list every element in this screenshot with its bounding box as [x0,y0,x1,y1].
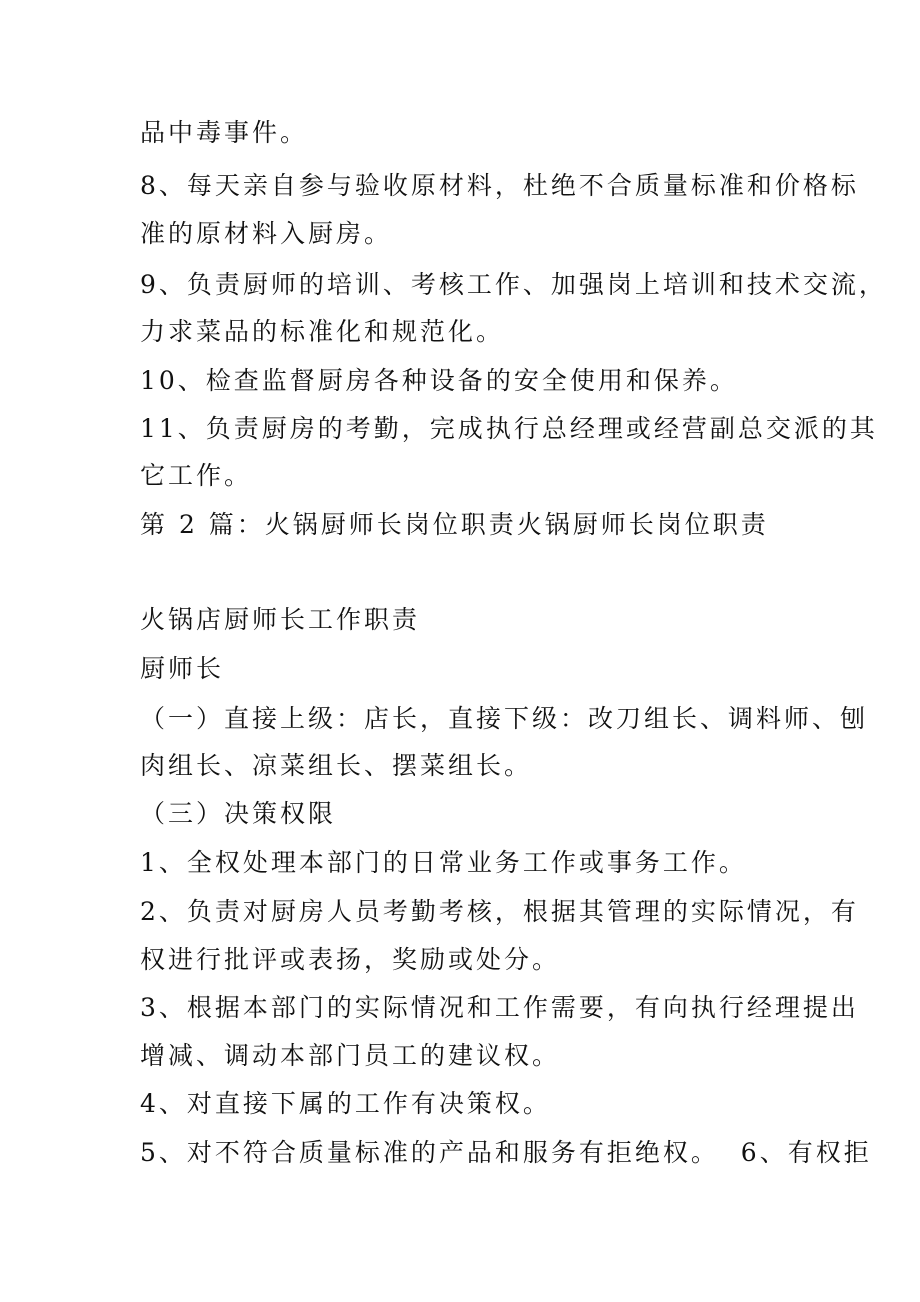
text-line: 5、对不符合质量标准的产品和服务有拒绝权。 6、有权拒 [140,1138,872,1167]
text-line: 肉组长、凉菜组长、摆菜组长。 [140,751,533,780]
text-line: （一）直接上级：店长，直接下级：改刀组长、调料师、刨 [140,704,869,733]
text-line: 品中毒事件。 [140,118,309,147]
text-line: 准的原材料入厨房。 [140,219,393,248]
section-heading: 第 2 篇：火锅厨师长岗位职责火锅厨师长岗位职责 [140,510,769,539]
text-line: （三）决策权限 [140,799,337,828]
text-line: 4、对直接下属的工作有决策权。 [140,1089,551,1118]
text-line: 火锅店厨师长工作职责 [140,605,421,634]
text-line: 11、负责厨房的考勤，完成执行总经理或经营副总交派的其 [140,414,878,443]
text-line: 9、负责厨师的培训、考核工作、加强岗上培训和技术交流， [140,270,887,299]
text-line: 8、每天亲自参与验收原材料，杜绝不合质量标准和价格标 [140,171,859,200]
text-line: 1、全权处理本部门的日常业务工作或事务工作。 [140,848,747,877]
text-line: 增减、调动本部门员工的建议权。 [140,1041,561,1070]
text-line: 权进行批评或表扬，奖励或处分。 [140,945,561,974]
text-line: 10、检查监督厨房各种设备的安全使用和保养。 [140,366,738,395]
text-line: 3、根据本部门的实际情况和工作需要，有向执行经理提出 [140,993,859,1022]
text-line: 2、负责对厨房人员考勤考核，根据其管理的实际情况，有 [140,897,859,926]
text-line: 它工作。 [140,461,253,490]
text-line: 力求菜品的标准化和规范化。 [140,317,505,346]
text-line: 厨师长 [140,654,225,683]
